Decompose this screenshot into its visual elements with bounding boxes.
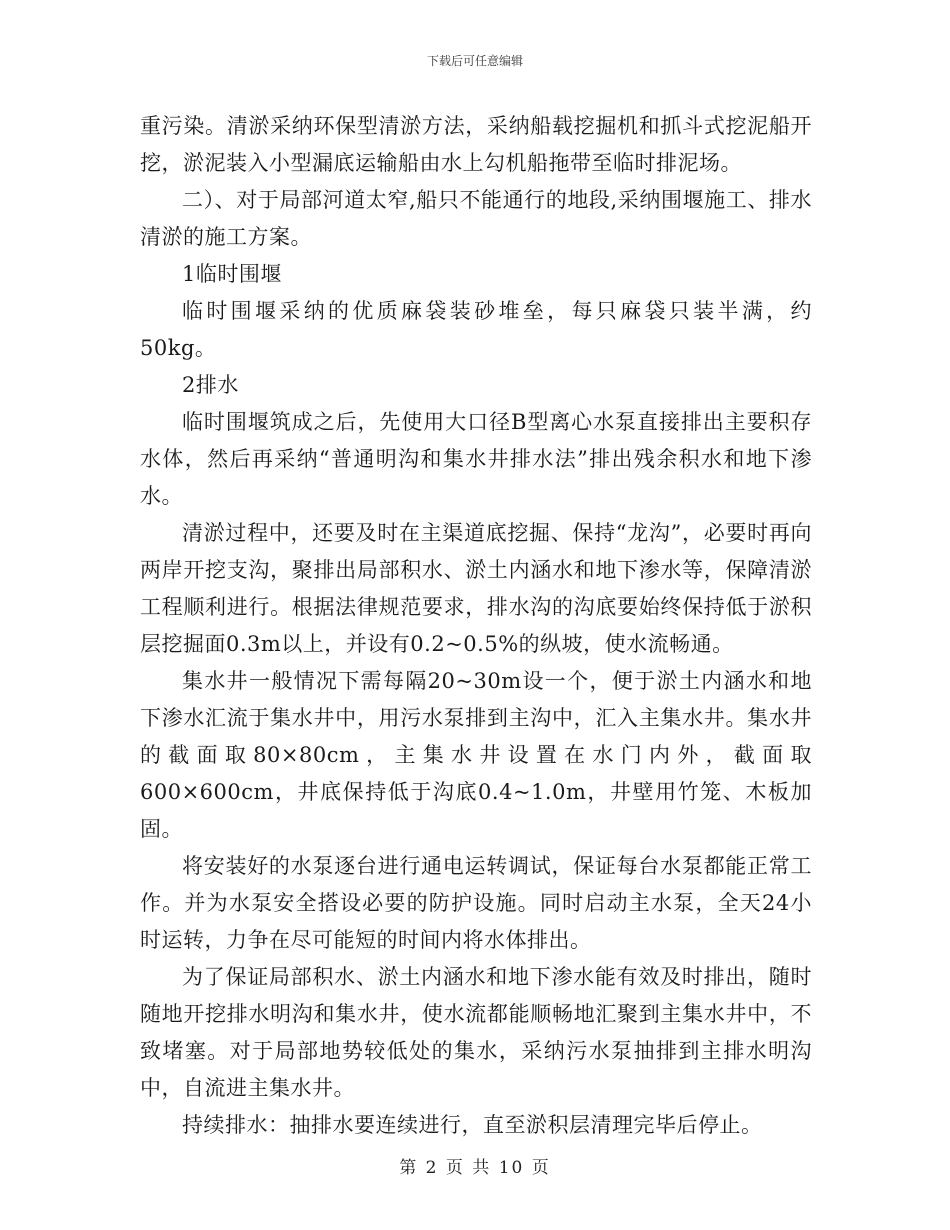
- section-heading: 2排水: [182, 373, 239, 397]
- document-body: [140, 108, 812, 1144]
- paragraph: 集水井一般情况下需每隔20~30m设一个，便于淤土内涵水和地下渗水汇流于集水井中，用污水泵排到主沟中，汇入主集水井。集水井的截面取80×80cm，主集水井设置在水门内外，截面取600×600cm，井底保持低于沟底0.4~1.0m，井壁用竹笼、木板加固。: [140, 669, 812, 841]
- page-header: 下载后可任意编辑: [426, 54, 523, 68]
- paragraph: 将安装好的水泵逐台进行通电运转调试，保证每台水泵都能正常工作。并为水泵安全搭设必要的防护设施。同时启动主水泵，全天24小时运转，力争在尽可能短的时间内将水体排出。: [140, 854, 812, 952]
- paragraph: 重污染。清淤采纳环保型清淤方法，采纳船载挖掘机和抓斗式挖泥船开挖，淤泥装入小型漏底运输船由水上勾机船拖带至临时排泥场。: [140, 114, 812, 175]
- paragraph: 临时围堰筑成之后，先使用大口径B型离心水泵直接排出主要积存水体，然后再采纳“普通明沟和集水井排水法”排出残余积水和地下渗水。: [140, 410, 812, 508]
- paragraph: 二）、对于局部河道太窄,船只不能通行的地段,采纳围堰施工、排水清淤的施工方案。: [140, 188, 812, 249]
- section-heading: 1临时围堰: [182, 262, 282, 286]
- paragraph: 持续排水：抽排水要连续进行，直至淤积层清理完毕后停止。: [182, 1113, 763, 1137]
- paragraph: 清淤过程中，还要及时在主渠道底挖掘、保持“龙沟”，必要时再向两岸开挖支沟，聚排出局部积水、淤土内涵水和地下渗水等，保障清淤工程顺利进行。根据法律规范要求，排水沟的沟底要始终保持低于淤积层挖掘面0.3m以上，并设有0.2~0.5%的纵坡，使水流畅通。: [140, 521, 812, 656]
- paragraph: 临时围堰采纳的优质麻袋装砂堆垒，每只麻袋只装半满，约50kg。: [140, 299, 812, 360]
- paragraph: 为了保证局部积水、淤土内涵水和地下渗水能有效及时排出，随时随地开挖排水明沟和集水井，使水流都能顺畅地汇聚到主集水井中，不致堵塞。对于局部地势较低处的集水，采纳污水泵抽排到主排水明沟中，自流进主集水井。: [140, 965, 812, 1100]
- page-footer: 第 2 页 共 10 页: [399, 1158, 551, 1178]
